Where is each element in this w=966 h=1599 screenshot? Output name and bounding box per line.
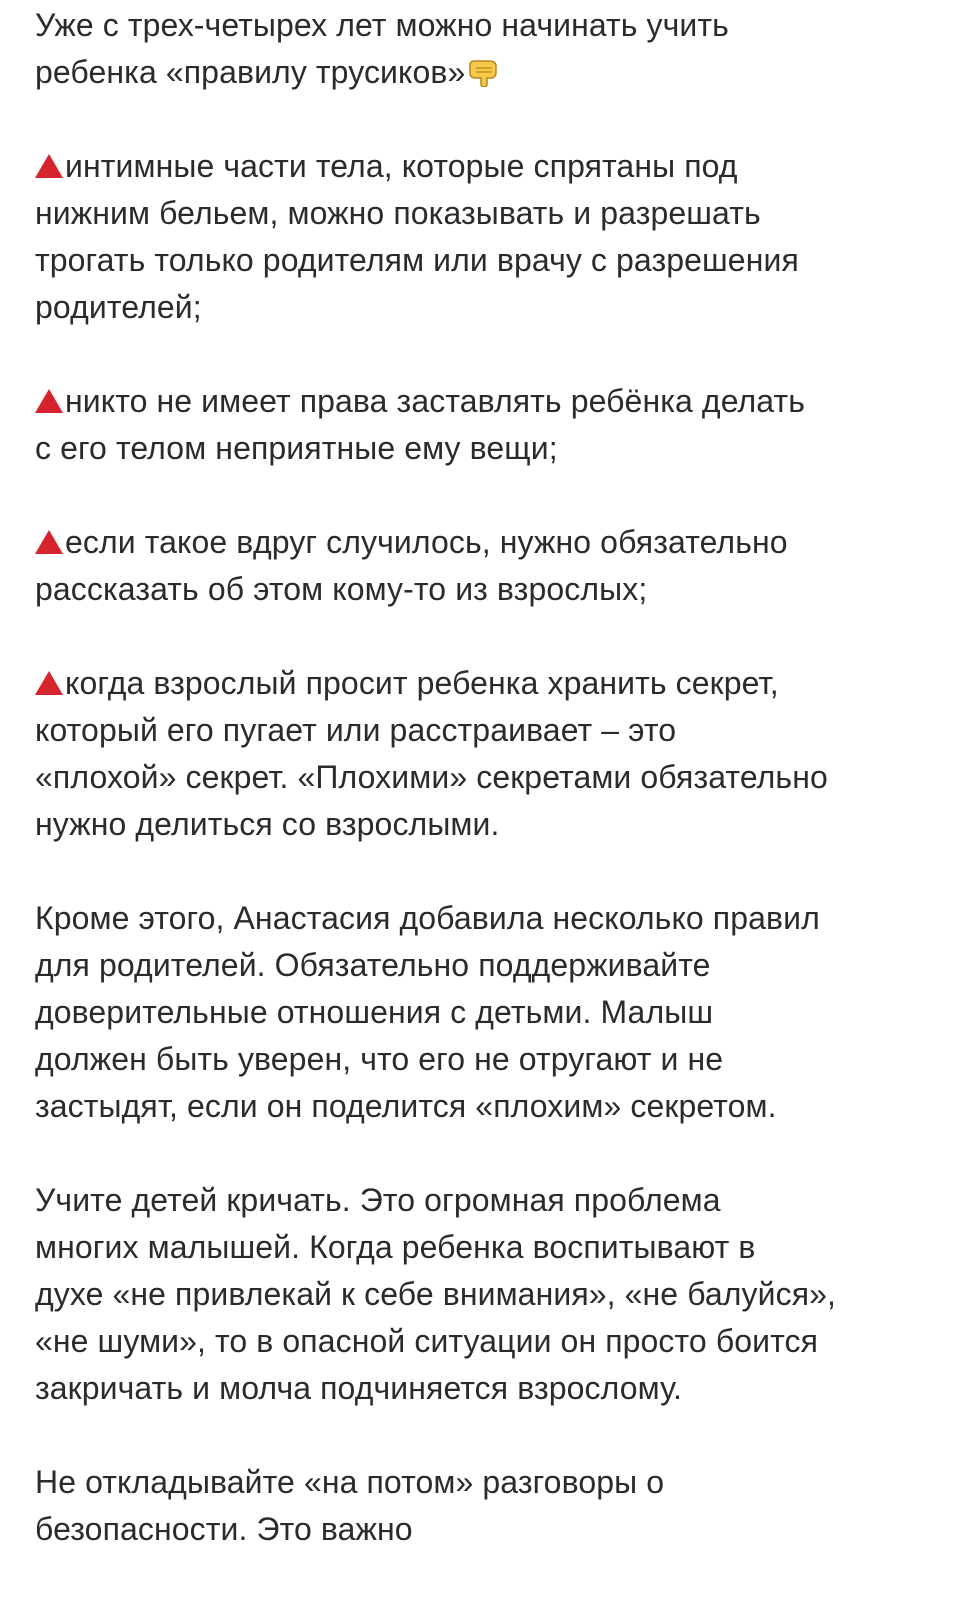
red-triangle-icon xyxy=(35,154,63,178)
red-triangle-icon xyxy=(35,389,63,413)
text-line: духе «не привлекай к себе внимания», «не балуйся», xyxy=(35,1276,837,1312)
text-line xyxy=(35,49,932,96)
text-line: безопасности. Это важно xyxy=(35,1511,413,1547)
closing-paragraph xyxy=(35,1459,932,1553)
parents-paragraph xyxy=(35,895,932,1130)
text-segment: если такое вдруг случилось, нужно обязательно xyxy=(65,524,788,560)
text-line: закричать и молча подчиняется взрослому. xyxy=(35,1370,682,1406)
rule-paragraph-3 xyxy=(35,519,932,613)
text-line: трогать только родителям или врачу с разрешения xyxy=(35,242,799,278)
text-line: «не шуми», то в опасной ситуации он просто боится xyxy=(35,1323,819,1359)
text-line: должен быть уверен, что его не отругают и не xyxy=(35,1041,724,1077)
rule-paragraph-1 xyxy=(35,143,932,331)
intro-paragraph xyxy=(35,2,932,96)
text-line: для родителей. Обязательно поддерживайте xyxy=(35,947,711,983)
text-line: родителей; xyxy=(35,289,202,325)
text-line xyxy=(35,143,932,190)
backhand-index-pointing-down-icon xyxy=(467,57,501,87)
text-line: Не откладывайте «на потом» разговоры о xyxy=(35,1464,665,1500)
text-line: нижним бельем, можно показывать и разрешать xyxy=(35,195,761,231)
text-segment: когда взрослый просит ребенка хранить секрет, xyxy=(65,665,779,701)
text-line: рассказать об этом кому-то из взрослых; xyxy=(35,571,648,607)
text-line: который его пугает или расстраивает – это xyxy=(35,712,677,748)
text-line: доверительные отношения с детьми. Малыш xyxy=(35,994,714,1030)
text-line: Кроме этого, Анастасия добавила несколько правил xyxy=(35,900,820,936)
text-line: Уже с трех-четырех лет можно начинать учить xyxy=(35,7,729,43)
rule-paragraph-4 xyxy=(35,660,932,848)
red-triangle-icon xyxy=(35,530,63,554)
red-triangle-icon xyxy=(35,671,63,695)
text-line: застыдят, если он поделится «плохим» секретом. xyxy=(35,1088,777,1124)
text-line xyxy=(35,660,932,707)
text-segment: ребенка «правилу трусиков» xyxy=(35,54,466,90)
rule-paragraph-2 xyxy=(35,378,932,472)
text-line: Учите детей кричать. Это огромная проблема xyxy=(35,1182,721,1218)
shout-paragraph xyxy=(35,1177,932,1412)
text-line: с его телом неприятные ему вещи; xyxy=(35,430,558,466)
text-line: нужно делиться со взрослыми. xyxy=(35,806,500,842)
text-line xyxy=(35,378,932,425)
text-segment: интимные части тела, которые спрятаны под xyxy=(65,148,738,184)
text-segment: никто не имеет права заставлять ребёнка делать xyxy=(65,383,806,419)
text-line: «плохой» секрет. «Плохими» секретами обязательно xyxy=(35,759,828,795)
text-line: многих малышей. Когда ребенка воспитывают в xyxy=(35,1229,756,1265)
text-line xyxy=(35,519,932,566)
